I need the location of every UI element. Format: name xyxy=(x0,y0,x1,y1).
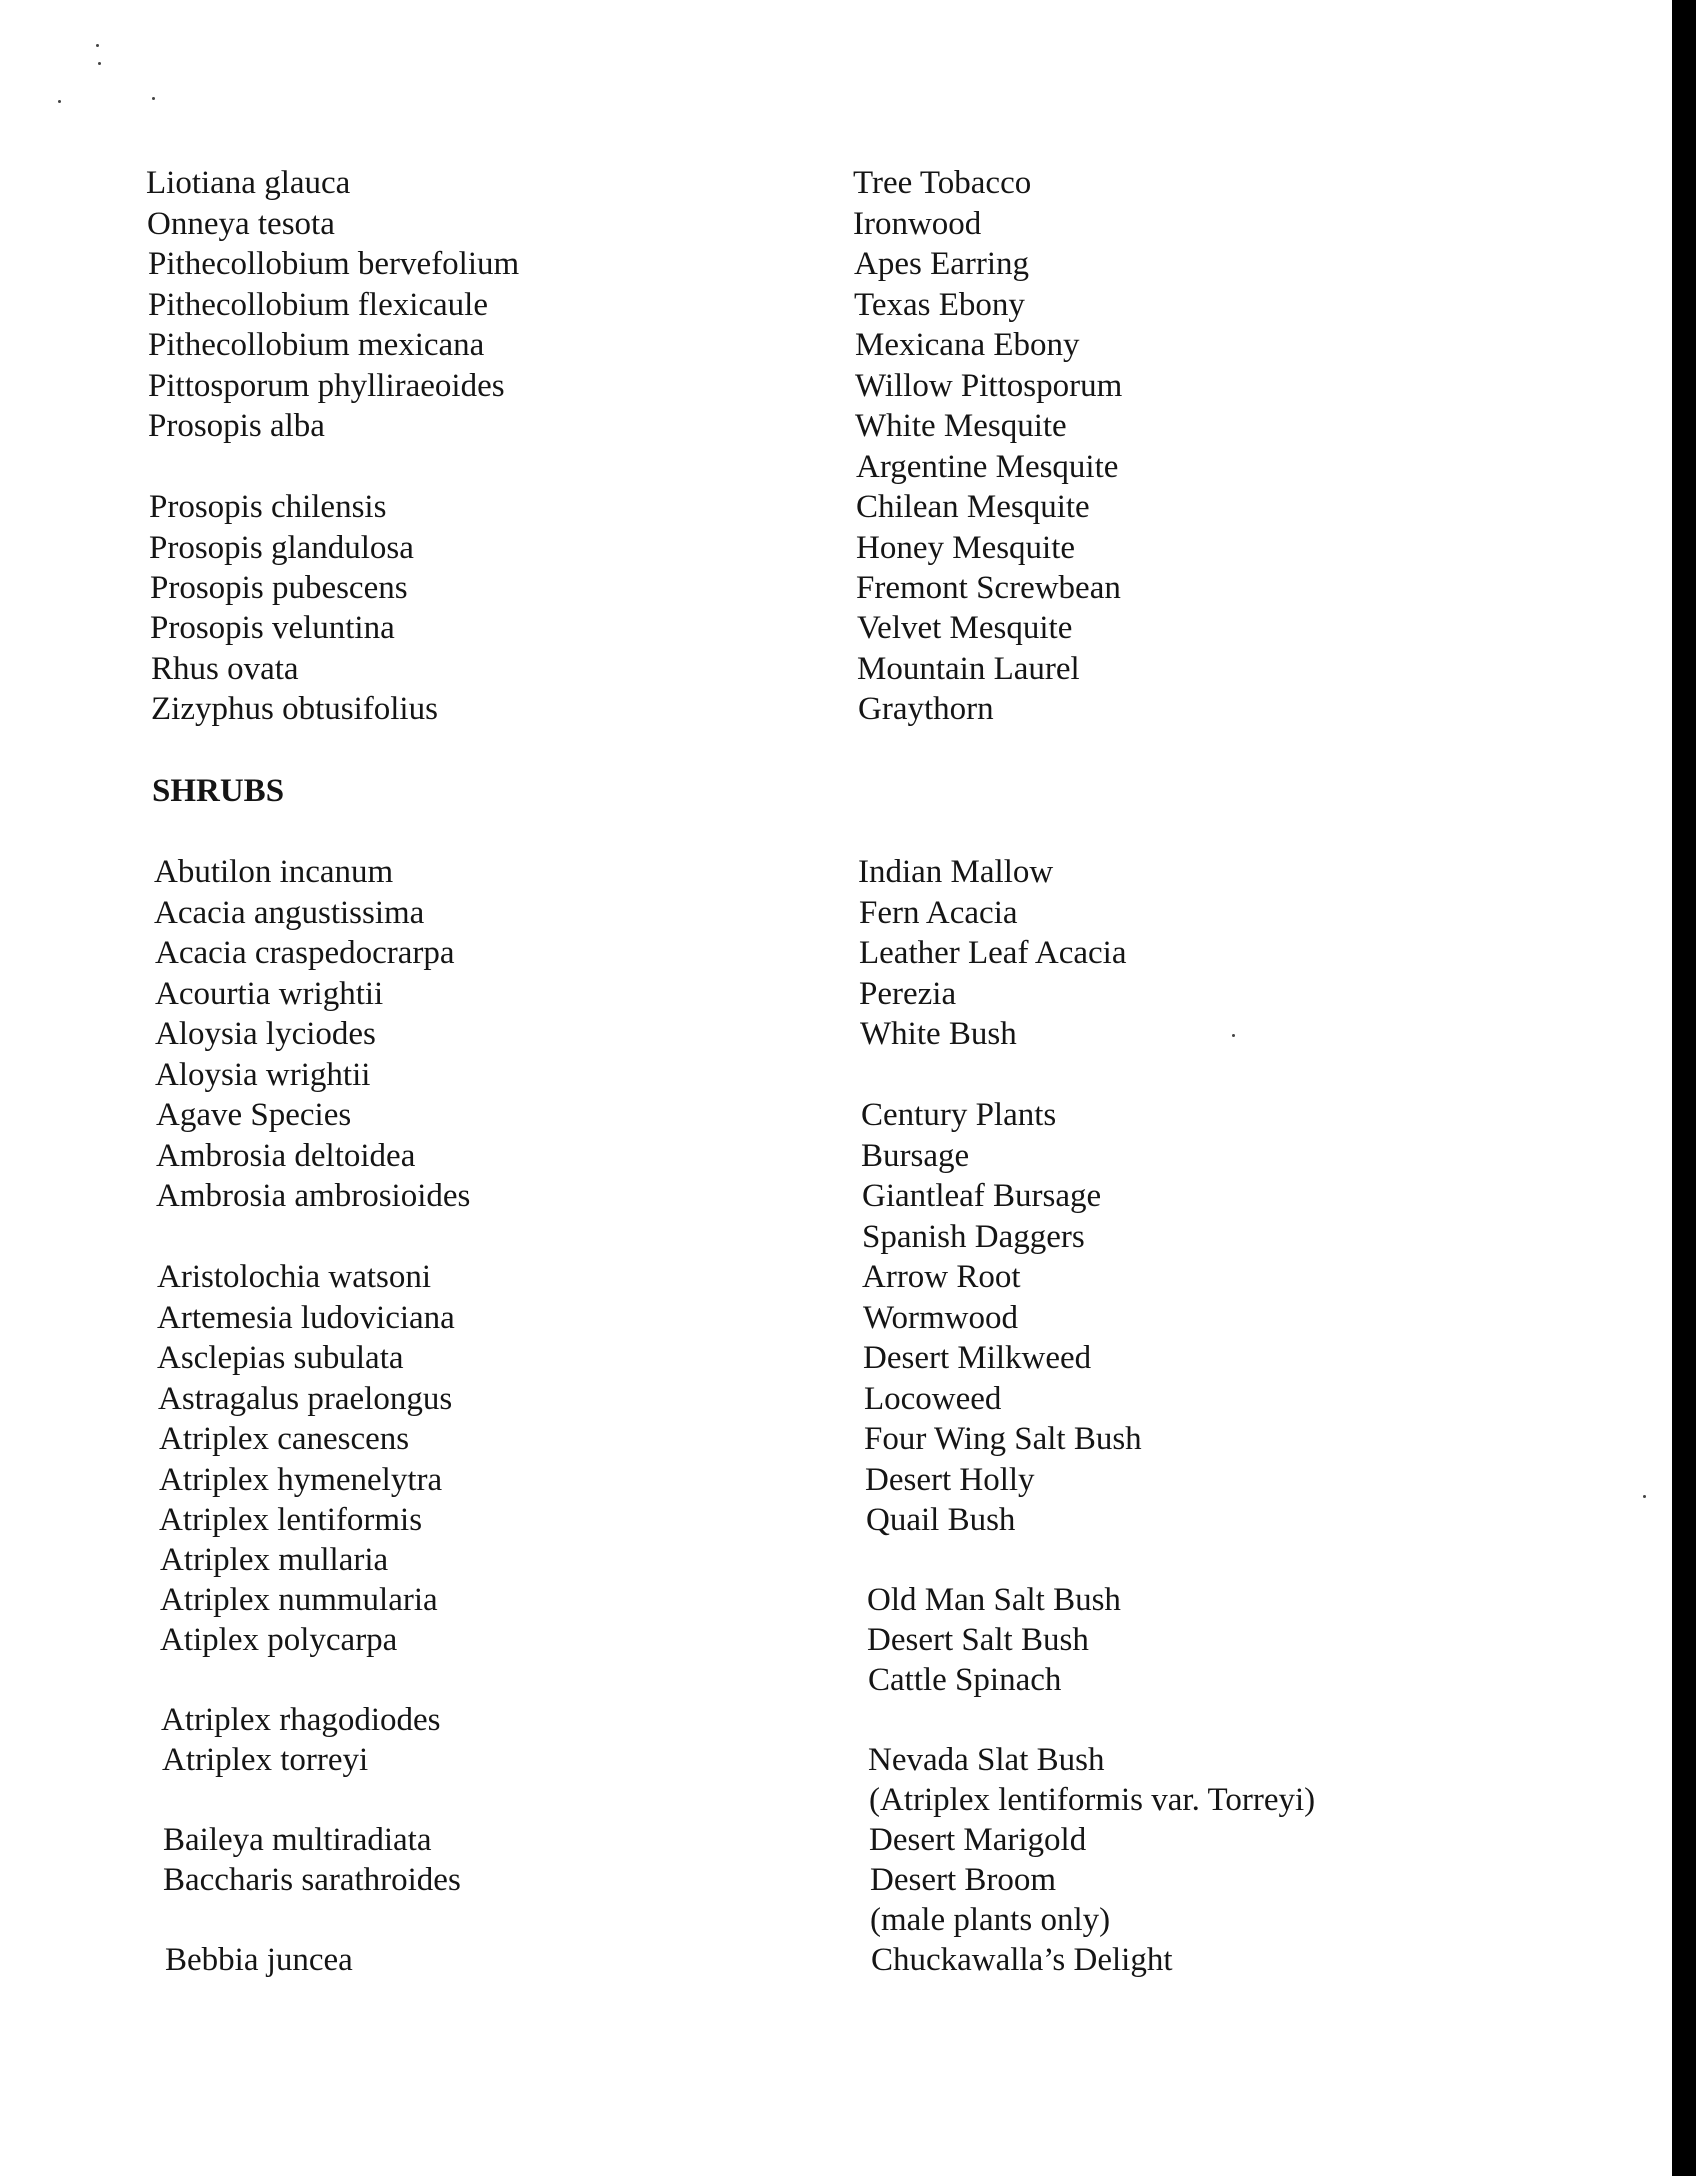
shrub-common-name: Century Plants xyxy=(861,1097,1057,1133)
shrub-scientific-name: Baileya multiradiata xyxy=(163,1822,432,1858)
shrub-scientific-name: Ambrosia ambrosioides xyxy=(156,1178,471,1214)
shrub-common-name: Leather Leaf Acacia xyxy=(859,935,1127,971)
shrub-common-name: Old Man Salt Bush xyxy=(867,1582,1121,1618)
tree-scientific-name: Onneya tesota xyxy=(147,206,335,242)
shrub-common-name: Nevada Slat Bush xyxy=(868,1742,1105,1778)
tree-common-name: Willow Pittosporum xyxy=(855,368,1123,404)
shrub-scientific-name: Ambrosia deltoidea xyxy=(156,1138,416,1174)
tree-scientific-name: Prosopis pubescens xyxy=(150,570,408,606)
shrub-scientific-name: Atriplex nummularia xyxy=(160,1582,438,1618)
tree-common-name: Fremont Screwbean xyxy=(856,570,1121,606)
tree-common-name: Mexicana Ebony xyxy=(855,327,1080,363)
tree-common-name: Graythorn xyxy=(858,691,994,727)
scan-speck xyxy=(1643,1495,1646,1498)
section-heading: SHRUBS xyxy=(152,773,285,809)
tree-common-name: Tree Tobacco xyxy=(853,165,1032,201)
shrub-common-name: Quail Bush xyxy=(866,1502,1016,1538)
tree-scientific-name: Prosopis veluntina xyxy=(150,610,395,646)
shrub-common-name: Desert Marigold xyxy=(869,1822,1087,1858)
tree-common-name: Velvet Mesquite xyxy=(857,610,1073,646)
tree-common-name: Texas Ebony xyxy=(854,287,1025,323)
shrub-scientific-name: Aloysia lyciodes xyxy=(155,1016,376,1052)
shrub-common-name: Desert Broom xyxy=(870,1862,1057,1898)
shrub-common-name: Desert Milkweed xyxy=(863,1340,1092,1376)
tree-scientific-name: Pithecollobium mexicana xyxy=(148,327,485,363)
shrub-scientific-name: Atriplex mullaria xyxy=(160,1542,389,1578)
shrub-common-name: Spanish Daggers xyxy=(862,1219,1085,1255)
tree-common-name: Honey Mesquite xyxy=(856,530,1076,566)
shrub-common-name: Indian Mallow xyxy=(858,854,1054,890)
tree-common-name: Ironwood xyxy=(853,206,982,242)
tree-scientific-name: Pithecollobium bervefolium xyxy=(148,246,520,282)
shrub-common-name: (male plants only) xyxy=(870,1902,1111,1938)
shrub-scientific-name: Atiplex polycarpa xyxy=(160,1622,398,1658)
scan-speck xyxy=(58,100,61,103)
scan-speck xyxy=(152,97,155,100)
tree-scientific-name: Pittosporum phylliraeoides xyxy=(148,368,505,404)
tree-scientific-name: Prosopis alba xyxy=(148,408,325,444)
tree-common-name: White Mesquite xyxy=(855,408,1067,444)
shrub-common-name: Desert Salt Bush xyxy=(867,1622,1089,1658)
shrub-common-name: Locoweed xyxy=(864,1381,1002,1417)
shrub-common-name: Perezia xyxy=(859,976,957,1012)
scan-speck xyxy=(98,62,101,65)
shrub-scientific-name: Astragalus praelongus xyxy=(158,1381,453,1417)
shrub-scientific-name: Acacia craspedocrarpa xyxy=(155,935,455,971)
shrub-scientific-name: Artemesia ludoviciana xyxy=(157,1300,455,1336)
shrub-scientific-name: Atriplex torreyi xyxy=(162,1742,369,1778)
shrub-common-name: Cattle Spinach xyxy=(868,1662,1062,1698)
shrub-scientific-name: Bebbia juncea xyxy=(165,1942,353,1978)
shrub-scientific-name: Atriplex canescens xyxy=(159,1421,410,1457)
shrub-scientific-name: Abutilon incanum xyxy=(154,854,394,890)
shrub-scientific-name: Aristolochia watsoni xyxy=(157,1259,432,1295)
tree-scientific-name: Rhus ovata xyxy=(151,651,299,687)
shrub-common-name: (Atriplex lentiformis var. Torreyi) xyxy=(869,1782,1316,1818)
shrub-common-name: Desert Holly xyxy=(865,1462,1035,1498)
shrub-common-name: Arrow Root xyxy=(862,1259,1021,1295)
tree-scientific-name: Zizyphus obtusifolius xyxy=(151,691,438,727)
shrub-common-name: White Bush xyxy=(860,1016,1017,1052)
shrub-scientific-name: Asclepias subulata xyxy=(157,1340,404,1376)
shrub-common-name: Giantleaf Bursage xyxy=(862,1178,1102,1214)
shrub-common-name: Four Wing Salt Bush xyxy=(864,1421,1142,1457)
scan-speck xyxy=(96,44,99,47)
tree-common-name: Argentine Mesquite xyxy=(856,449,1119,485)
tree-common-name: Mountain Laurel xyxy=(857,651,1080,687)
shrub-common-name: Bursage xyxy=(861,1138,970,1174)
scan-edge xyxy=(1672,0,1696,2176)
shrub-common-name: Fern Acacia xyxy=(859,895,1018,931)
tree-scientific-name: Prosopis glandulosa xyxy=(149,530,414,566)
tree-scientific-name: Liotiana glauca xyxy=(146,165,351,201)
tree-common-name: Apes Earring xyxy=(854,246,1030,282)
shrub-scientific-name: Acacia angustissima xyxy=(154,895,425,931)
shrub-scientific-name: Baccharis sarathroides xyxy=(163,1862,461,1898)
shrub-scientific-name: Aloysia wrightii xyxy=(155,1057,371,1093)
shrub-scientific-name: Atriplex hymenelytra xyxy=(159,1462,443,1498)
tree-common-name: Chilean Mesquite xyxy=(856,489,1090,525)
shrub-common-name: Wormwood xyxy=(863,1300,1018,1336)
shrub-scientific-name: Agave Species xyxy=(156,1097,352,1133)
tree-scientific-name: Pithecollobium flexicaule xyxy=(148,287,488,323)
shrub-common-name: Chuckawalla’s Delight xyxy=(871,1942,1173,1978)
shrub-scientific-name: Atriplex lentiformis xyxy=(159,1502,423,1538)
tree-scientific-name: Prosopis chilensis xyxy=(149,489,387,525)
shrub-scientific-name: Atriplex rhagodiodes xyxy=(161,1702,441,1738)
scan-speck xyxy=(1232,1034,1235,1037)
shrub-scientific-name: Acourtia wrightii xyxy=(155,976,384,1012)
